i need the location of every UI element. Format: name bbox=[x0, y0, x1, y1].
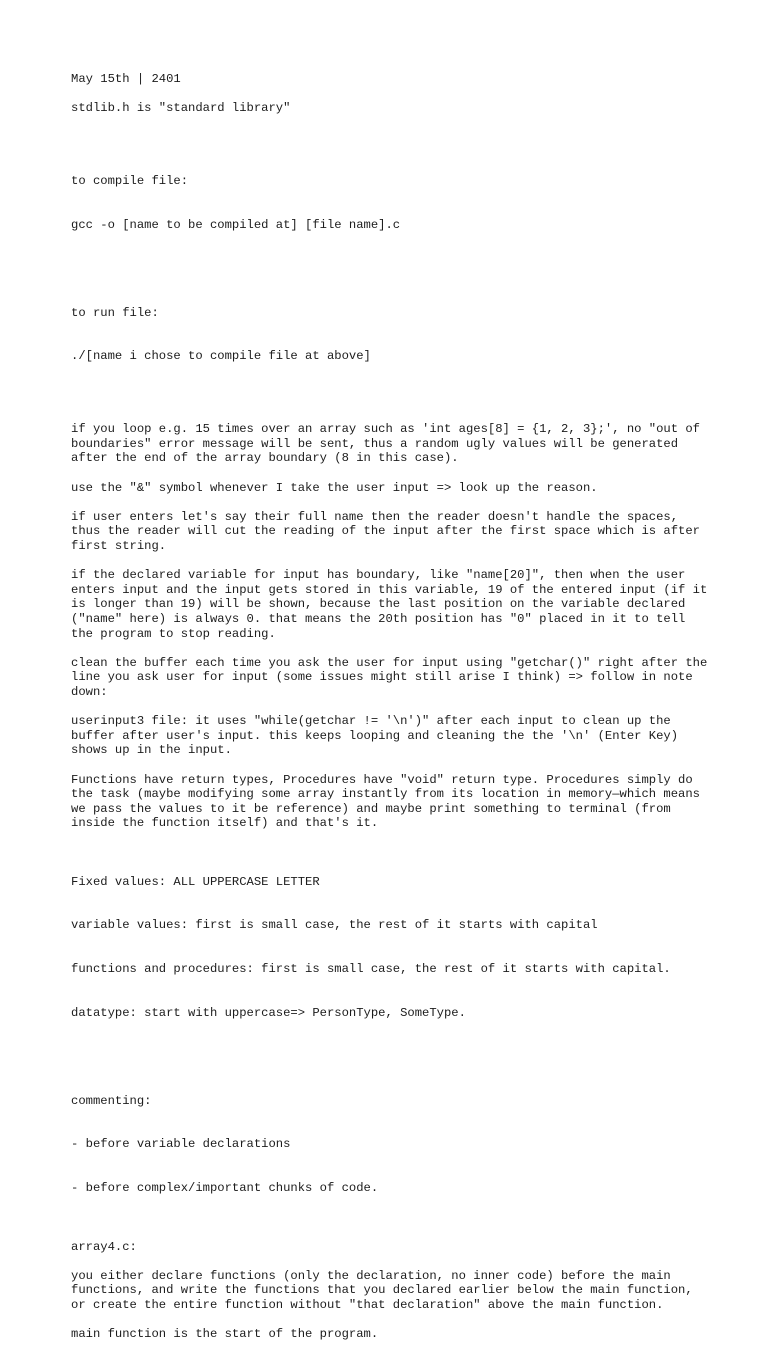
run-command: ./[name i chose to compile file at above] bbox=[71, 349, 371, 364]
ampersand-note: use the "&" symbol whenever I take the user input => look up the reason. bbox=[71, 480, 598, 495]
commenting-heading: commenting: bbox=[71, 1093, 152, 1108]
spaces-note: if user enters let's say their full name then the reader doesn't handle the spaces, thus the reader will cut the reading of the input after the first space which is after first string. bbox=[71, 509, 708, 553]
commenting-item: - before variable declarations bbox=[71, 1137, 291, 1152]
commenting-item: - before complex/important chunks of code. bbox=[71, 1181, 379, 1196]
functions-note: Functions have return types, Procedures have "void" return type. Procedures simply do the task (maybe modifying some array instantly from its location in memory—which means we pass the values to it be reference) and maybe print something to terminal (from inside the function itself) and that's it. bbox=[71, 772, 708, 831]
compile-command: gcc -o [name to be compiled at] [file name].c bbox=[71, 217, 401, 232]
boundary-note: if the declared variable for input has boundary, like "name[20]", then when the user enters input and the input gets stored in this variable, 19 of the entered input (if it is longer than 19) will be shown, because the last position on the variable declared ("name" here) is always 0. that means the 20th position has "0" placed in it to tell the program to stop reading. bbox=[71, 568, 715, 641]
stdlib-note: stdlib.h is "standard library" bbox=[71, 101, 291, 116]
main-function-note: main function is the start of the program. bbox=[71, 1327, 379, 1342]
naming-datatype: datatype: start with uppercase=> PersonType, SomeType. bbox=[71, 1006, 466, 1020]
date-line: May 15th | 2401 bbox=[71, 72, 181, 86]
compile-section bbox=[71, 145, 711, 262]
array-loop-note: if you loop e.g. 15 times over an array such as 'int ages[8] = {1, 2, 3};', no "out of boundaries" error message will be sent, thus a random ugly values will be generated after the end of the array boundary (8 in this case). bbox=[71, 422, 708, 466]
array4-heading: array4.c: bbox=[71, 1239, 137, 1254]
notes-document bbox=[71, 72, 715, 1356]
naming-conventions bbox=[71, 845, 711, 1049]
naming-variable-values: variable values: first is small case, the rest of it starts with capital bbox=[71, 918, 598, 933]
userinput3-note: userinput3 file: it uses "while(getchar != '\n')" after each input to clean up the buffer after user's input. this keeps looping and cleaning the the '\n' (Enter Key) shows up in the input. bbox=[71, 714, 686, 758]
naming-fixed-values: Fixed values: ALL UPPERCASE LETTER bbox=[71, 874, 320, 889]
run-heading: to run file: bbox=[71, 305, 159, 320]
declaration-note: you either declare functions (only the declaration, no inner code) before the main functions, and write the functions that you declared earlier below the main function, or create the entire function without "that declaration" above the main function. bbox=[71, 1268, 700, 1312]
run-section bbox=[71, 276, 711, 393]
naming-functions: functions and procedures: first is small case, the rest of it starts with capital. bbox=[71, 962, 671, 977]
buffer-note: clean the buffer each time you ask the user for input using "getchar()" right after the line you ask user for input (some issues might still arise I think) => follow in note down: bbox=[71, 655, 715, 699]
commenting-section bbox=[71, 1064, 711, 1225]
compile-heading: to compile file: bbox=[71, 174, 189, 189]
